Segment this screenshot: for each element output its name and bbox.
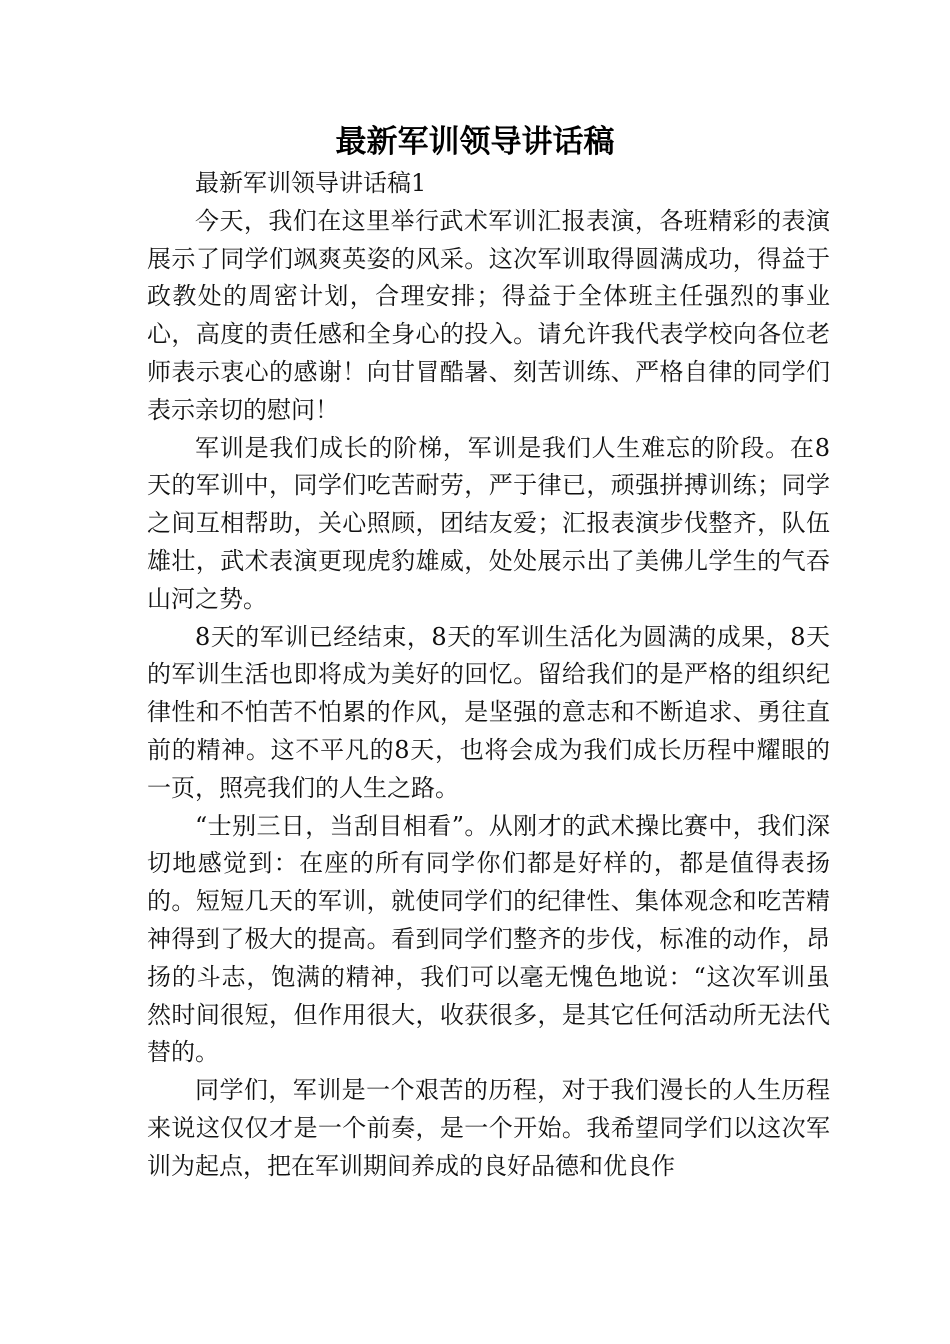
- body-paragraph: 军训是我们成长的阶梯，军训是我们人生难忘的阶段。在8天的军训中，同学们吃苦耐劳，严于律已，顽强拼搏训练；同学之间互相帮助，关心照顾，团结友爱；汇报表演步伐整齐，队伍雄壮，武术表演更现虎豹雄威，处处展示出了美佛儿学生的气吞山河之势。: [147, 433, 830, 613]
- body-paragraph: 今天，我们在这里举行武术军训汇报表演，各班精彩的表演展示了同学们飒爽英姿的风采。这次军训取得圆满成功，得益于政教处的周密计划，合理安排；得益于全体班主任强烈的事业心，高度的责任感和全身心的投入。请允许我代表学校向各位老师表示衷心的感谢！向甘冒酷暑、刻苦训练、严格自律的同学们表示亲切的慰问！: [147, 206, 830, 424]
- document-body: [147, 165, 830, 1186]
- document-title: 最新军训领导讲话稿: [335, 124, 615, 160]
- subtitle-paragraph: 最新军训领导讲话稿1: [195, 169, 427, 197]
- body-paragraph: 同学们，军训是一个艰苦的历程，对于我们漫长的人生历程来说这仅仅才是一个前奏，是一个开始。我希望同学们以这次军训为起点，把在军训期间养成的良好品德和优良作: [147, 1076, 830, 1180]
- body-paragraph: 8天的军训已经结束，8天的军训生活化为圆满的成果，8天的军训生活也即将成为美好的回忆。留给我们的是严格的组织纪律性和不怕苦不怕累的作风，是坚强的意志和不断追求、勇往直前的精神。这不平凡的8天，也将会成为我们成长历程中耀眼的一页，照亮我们的人生之路。: [147, 622, 830, 802]
- body-paragraph: “士别三日，当刮目相看”。从刚才的武术操比赛中，我们深切地感觉到：在座的所有同学你们都是好样的，都是值得表扬的。短短几天的军训，就使同学们的纪律性、集体观念和吃苦精神得到了极大的提高。看到同学们整齐的步伐，标准的动作，昂扬的斗志，饱满的精神，我们可以毫无愧色地说：“这次军训虽然时间很短，但作用很大，收获很多，是其它任何活动所无法代替的。: [147, 811, 830, 1067]
